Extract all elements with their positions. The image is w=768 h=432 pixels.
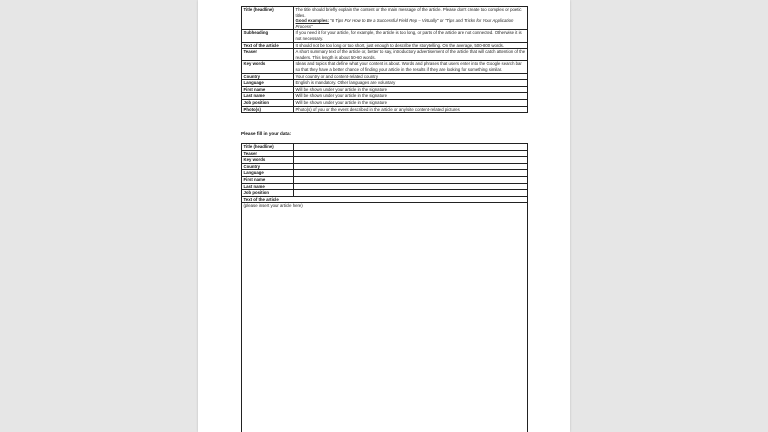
table-row [242,49,528,61]
guide-value-text: The title should briefly explain the content or the main message of the article. Please don't create too complex or poetic titles. [295,7,522,18]
form-field[interactable] [294,157,528,164]
table-row [242,190,528,197]
guidelines-table [241,6,528,113]
guide-key: Key words [242,61,294,73]
good-examples-label: Good examples: [295,18,329,24]
document-page [198,0,570,432]
form-label: Language [242,170,294,177]
guide-value: Ideas and topics that define what your content is about. Words and phrases that users enter into the Google search bar so that they have a better chance of finding your article in the results if they are looking for something similar. [294,61,528,73]
article-text-area[interactable]: (please insert your article here) [242,203,528,432]
form-field[interactable] [294,170,528,177]
form-field[interactable] [294,183,528,190]
data-entry-form-table [241,143,528,432]
guide-value: Your country or and content-related country [294,73,528,80]
guide-key: Photo(s) [242,106,294,113]
table-row [242,80,528,87]
form-label: First name [242,176,294,183]
guide-value: Photo(s) of you or the event described in the article or any/site content-related pictures [294,106,528,113]
guide-value [294,7,528,30]
guide-value: A short summary text of the article or, better to say, introductory advertisement of the article that will catch attention of the readers. This length is about 50-60 words. [294,49,528,61]
guide-key: Title (headline) [242,7,294,30]
form-field[interactable] [294,190,528,197]
table-row [242,86,528,93]
table-row [242,73,528,80]
form-field[interactable] [294,163,528,170]
form-field[interactable] [294,144,528,151]
guide-value: Will be shown under your article in the signature [294,86,528,93]
form-label: Last name [242,183,294,190]
guide-key: Language [242,80,294,87]
fill-in-heading: Please fill in your data: [241,131,292,136]
table-row [242,30,528,42]
form-label: Text of the article [242,196,528,203]
form-label: Teaser [242,150,294,157]
form-label: Key words [242,157,294,164]
table-row [242,176,528,183]
guide-value: If you need it for your article, for example, the article is too long, or parts of the article are not connected. Otherwise it is not necessary. [294,30,528,42]
table-row [242,163,528,170]
guide-key: Job position [242,99,294,106]
guide-key: Text of the article [242,42,294,49]
guide-key: Last name [242,93,294,100]
guide-key: Teaser [242,49,294,61]
form-label: Job position [242,190,294,197]
guide-key: Subheading [242,30,294,42]
table-row [242,144,528,151]
table-row [242,203,528,432]
form-field[interactable] [294,150,528,157]
good-examples-text: "6 Tips For How to Be a Successful Field Rep – Virtually" or "Tips and Tricks for Your Application Process" [295,18,514,29]
guide-key: Country [242,73,294,80]
guide-value: Will be shown under your article in the signature [294,93,528,100]
table-row [242,42,528,49]
table-row [242,150,528,157]
guide-value: English is mandatory. Other languages are voluntary [294,80,528,87]
table-row [242,106,528,113]
table-row [242,183,528,190]
table-row [242,99,528,106]
guide-value: Will be shown under your article in the signature [294,99,528,106]
table-row [242,170,528,177]
table-row [242,157,528,164]
form-field[interactable] [294,176,528,183]
table-row [242,7,528,30]
form-label: Country [242,163,294,170]
table-row [242,61,528,73]
guide-value: It should not be too long or too short, just enough to describe the storytelling. On the average, 500-800 words. [294,42,528,49]
table-row [242,196,528,203]
table-row [242,93,528,100]
form-label: Title (headline) [242,144,294,151]
guide-key: First name [242,86,294,93]
